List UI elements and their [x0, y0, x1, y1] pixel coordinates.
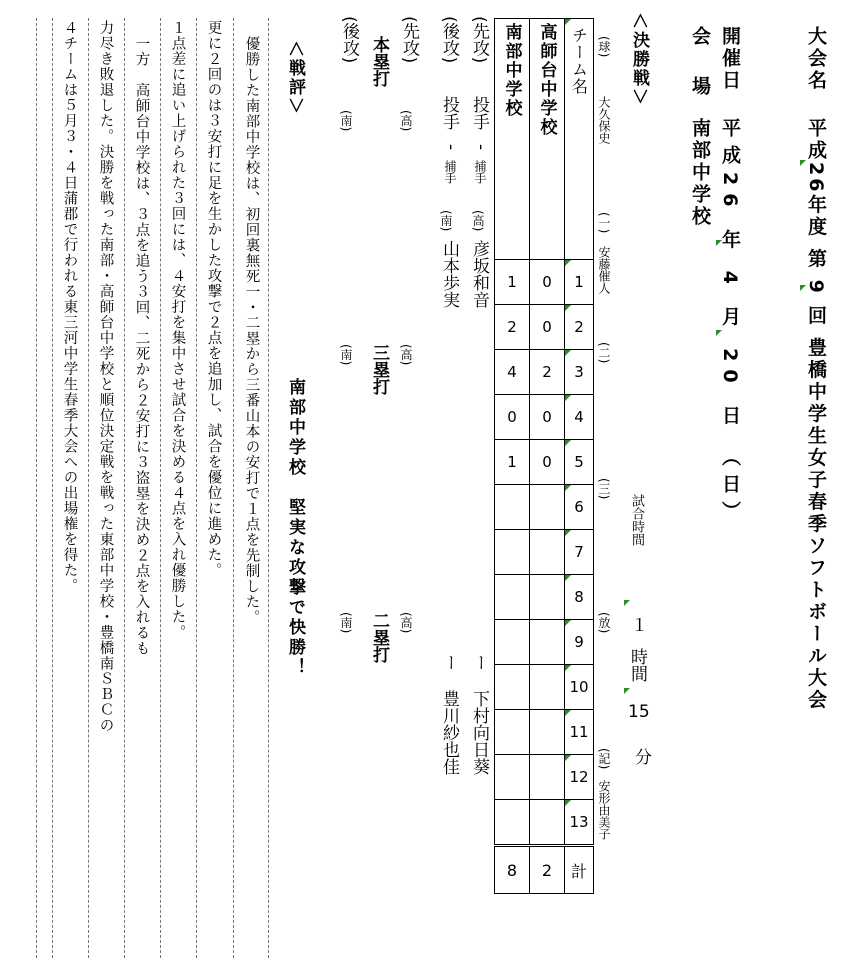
ruled-line [36, 18, 37, 958]
game-time-minutes: 15 [628, 702, 650, 722]
review-paragraph: 優勝した南部中学校は、初回裏無死一・二塁から三番山本の安打で１点を先制した。 [243, 36, 260, 625]
score-cell: 1 [495, 440, 530, 485]
marker [624, 688, 630, 694]
inning-number: 3 [565, 350, 594, 395]
marker [716, 330, 722, 336]
date-label: 開催日 [719, 26, 741, 92]
first-team-order: (先攻) [469, 16, 489, 64]
first-team-pitcher: 彦坂和音 [469, 240, 489, 308]
score-cell [530, 755, 565, 800]
game-time-hours: １ [627, 616, 647, 633]
umpire-third-label: (三) [597, 478, 611, 500]
score-cell [495, 665, 530, 710]
ruled-line [88, 18, 89, 958]
hr-school1: (高) [399, 110, 413, 132]
second-team-school: (南) [439, 210, 453, 232]
inning-number: 7 [565, 530, 594, 575]
score-cell: 0 [530, 440, 565, 485]
score-cell: 1 [495, 260, 530, 305]
score-cell: 0 [530, 260, 565, 305]
hr-label: 本塁打 [369, 36, 389, 87]
score-cell: 0 [495, 395, 530, 440]
triple-school1: (南) [339, 344, 353, 366]
hr-order1: (先攻) [399, 16, 419, 64]
score-cell [495, 620, 530, 665]
second-team-role: 投手 [439, 96, 459, 130]
first-team-role: 投手 [469, 96, 489, 130]
first-team-dash: - [471, 144, 491, 151]
review-paragraph: 更に２回のは３安打に足を生かした攻撃で２点を追加し、試合を優位に進めた。 [205, 20, 222, 578]
score-cell [530, 485, 565, 530]
umpire-first-label: (一) [597, 212, 611, 234]
total-score: 8 [495, 846, 530, 894]
hr-order2: (後攻) [339, 16, 359, 64]
ruled-line [52, 18, 53, 958]
second-team-order: (後攻) [439, 16, 459, 64]
scorer-name: 安形由美子 [597, 780, 611, 840]
ruled-line [160, 18, 161, 958]
score-cell: 0 [530, 395, 565, 440]
review-paragraph: 力尽き敗退した。決勝を戦った南部・高師台中学校と順位決定戦を戦った東部中学校・豊橋南ＳＢＣの [97, 20, 114, 733]
triple-school2: (高) [399, 344, 413, 366]
score-cell: 2 [530, 350, 565, 395]
review-paragraph: ４チームは５月３・４日蒲郡で行われる東三河中学生春季大会への出場権を得た。 [61, 20, 78, 594]
inning-number: 8 [565, 575, 594, 620]
first-team-school: (高) [471, 210, 485, 232]
scoreboard-table [494, 18, 594, 894]
team-header: チーム名 [569, 27, 589, 95]
umpire-plate-name: 大久保史 [597, 96, 611, 144]
score-cell [495, 710, 530, 755]
score-cell [495, 530, 530, 575]
score-cell [530, 530, 565, 575]
triple-label: 三塁打 [369, 344, 389, 395]
review-headline: 南部中学校 堅実な攻撃で快勝！ [285, 378, 305, 678]
review-heading: ＜戦評＞ [285, 40, 305, 116]
game-time-hours-unit: 時間 [627, 648, 647, 682]
inning-number: 13 [565, 800, 594, 846]
double-school2: (高) [399, 612, 413, 634]
double-school1: (南) [339, 612, 353, 634]
first-team-role2: 捕手 [473, 160, 487, 184]
ruled-line [268, 18, 269, 958]
total-score: 2 [530, 846, 565, 894]
ruled-line [124, 18, 125, 958]
marker [624, 600, 630, 606]
inning-number: 5 [565, 440, 594, 485]
final-heading: ＜決勝戦＞ [629, 12, 649, 107]
ruled-line [233, 18, 234, 958]
inning-number: 4 [565, 395, 594, 440]
score-cell [530, 575, 565, 620]
team-name-cell [530, 19, 565, 260]
tournament-label: 大会名 [805, 26, 827, 92]
team-name: 南部中学校 [501, 23, 522, 118]
score-cell: 0 [530, 305, 565, 350]
date-value: 平成26 年 4 月 20 日 （日） [719, 118, 741, 528]
game-time-minutes-unit: 分 [631, 748, 651, 765]
team-header-cell [565, 19, 594, 260]
inning-number: 6 [565, 485, 594, 530]
hr-school2: (南) [339, 110, 353, 132]
team-name: 高師台中学校 [536, 23, 557, 137]
double-label: 二塁打 [369, 612, 389, 663]
venue-label: 会 場 [689, 26, 711, 107]
umpire-plate-label: (球) [597, 36, 611, 58]
game-time-label: 試合時間 [629, 494, 644, 546]
total-label: 計 [565, 846, 594, 894]
umpire-second-label: (二) [597, 342, 611, 364]
score-cell [530, 620, 565, 665]
second-team-long-dash: ー [439, 654, 459, 671]
venue-value: 南部中学校 [689, 118, 711, 228]
second-team-pitcher: 山本歩実 [439, 240, 459, 308]
first-team-catcher: 下村向日葵 [469, 690, 489, 775]
umpire-first-name: 安藤催人 [597, 246, 611, 294]
inning-number: 1 [565, 260, 594, 305]
inning-number: 11 [565, 710, 594, 755]
score-cell [530, 800, 565, 846]
team-name-cell [495, 19, 530, 260]
score-cell [495, 800, 530, 846]
review-paragraph: 一方 高師台中学校は、３点を追う３回、二死から２安打に３盗塁を決め２点を入れるも [133, 36, 150, 656]
marker [800, 160, 806, 166]
inning-number: 12 [565, 755, 594, 800]
second-team-role2: 捕手 [443, 160, 457, 184]
score-cell [495, 575, 530, 620]
scorer-label: (記) [597, 748, 611, 770]
inning-number: 2 [565, 305, 594, 350]
tournament-name: 平成26年度 第 9 回 豊橋中学生女子春季ソフトボール大会 [805, 118, 827, 712]
marker [800, 285, 806, 291]
score-cell [495, 485, 530, 530]
review-paragraph: １点差に追い上げられた３回には、４安打を集中させ試合を決める４点を入れ優勝した。 [169, 20, 186, 640]
inning-number: 10 [565, 665, 594, 710]
first-team-long-dash: ー [469, 654, 489, 671]
score-cell: 4 [495, 350, 530, 395]
ruled-line [196, 18, 197, 958]
umpire-official-label: (放) [597, 612, 611, 634]
second-team-dash: - [441, 144, 461, 151]
score-cell [530, 665, 565, 710]
second-team-catcher: 豊川紗也佳 [439, 690, 459, 775]
marker [716, 240, 722, 246]
inning-number: 9 [565, 620, 594, 665]
score-cell [530, 710, 565, 755]
score-cell: 2 [495, 305, 530, 350]
score-cell [495, 755, 530, 800]
